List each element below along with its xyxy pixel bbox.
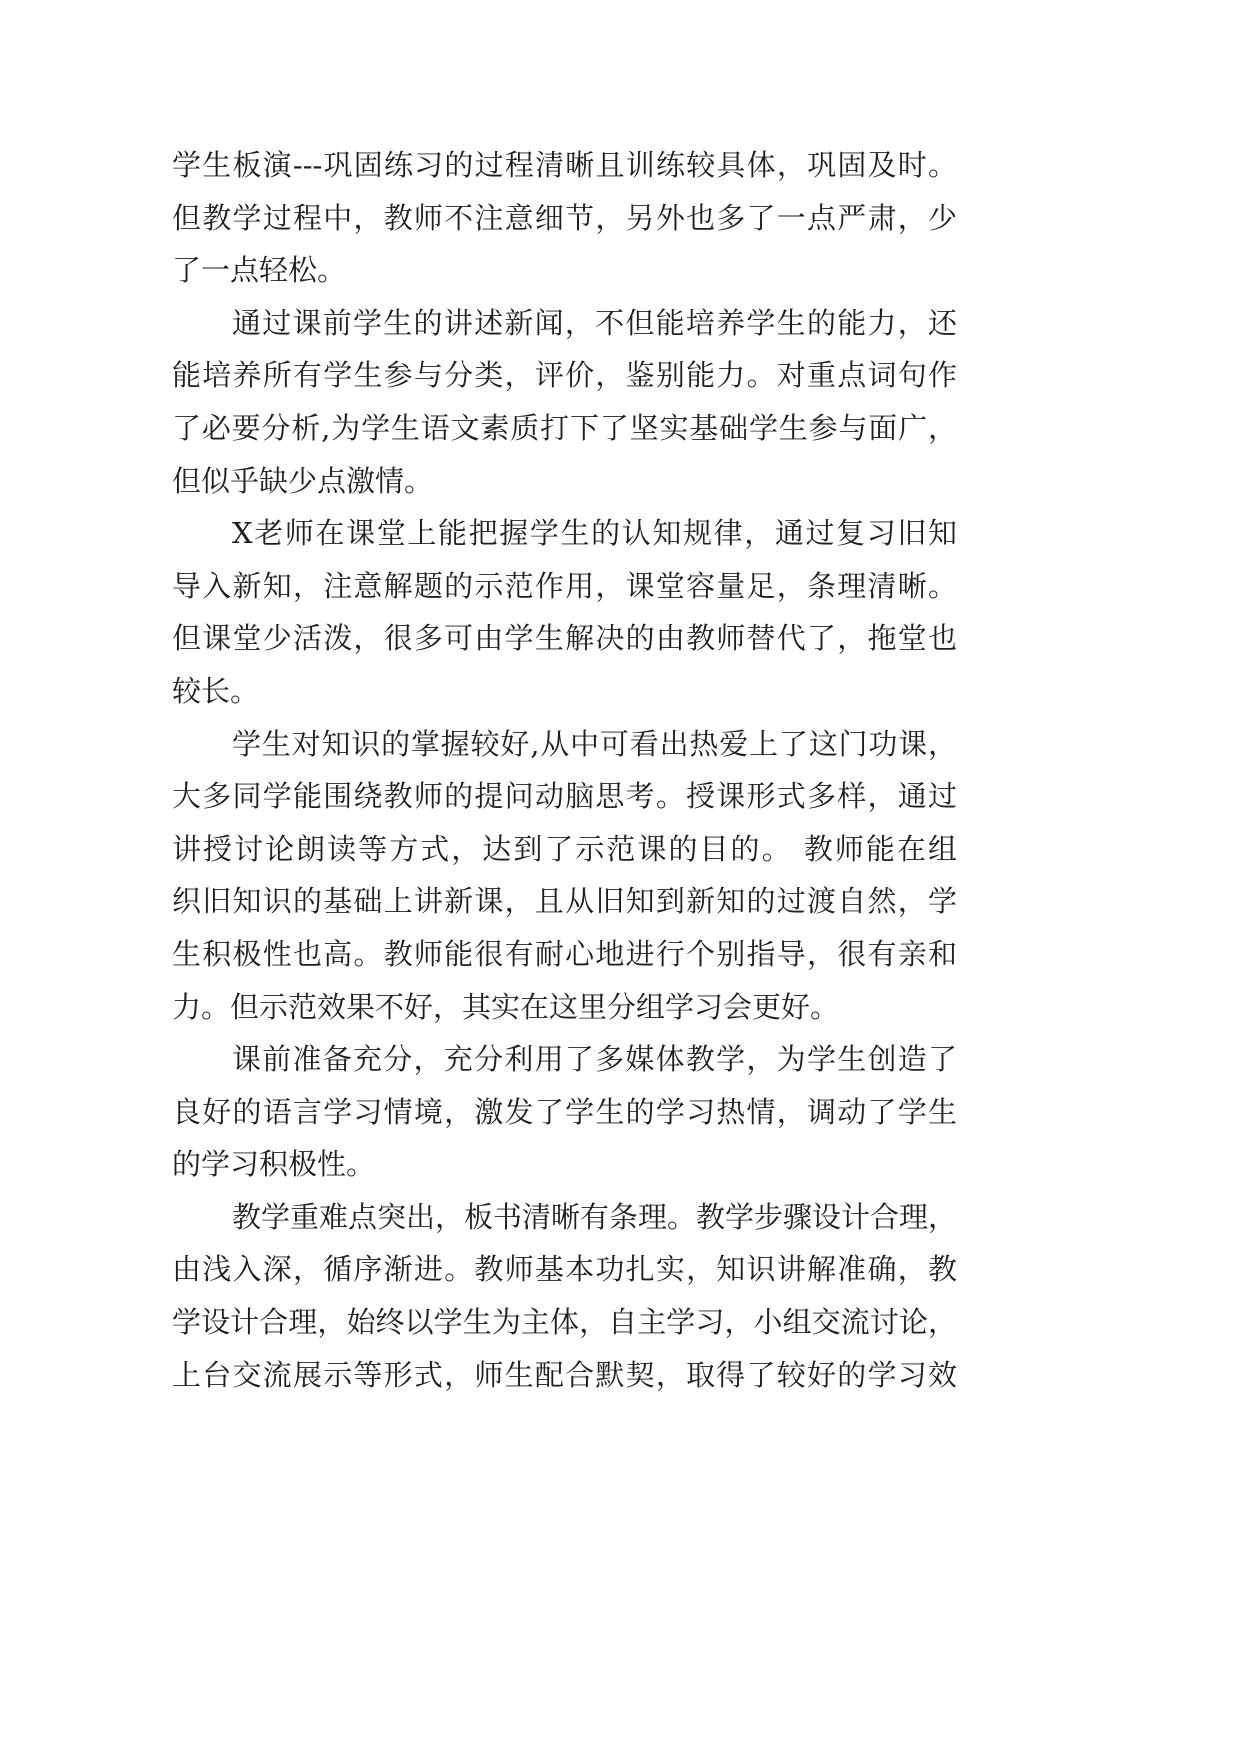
text-line: 由浅入深，循序渐进。教师基本功扎实，知识讲解准确，教	[172, 1252, 957, 1287]
text-line: 力。但示范效果不好，其实在这里分组学习会更好。	[172, 989, 840, 1024]
paragraph	[172, 507, 957, 717]
text-line: 了必要分析,为学生语文素质打下了坚实基础学生参与面广，	[172, 410, 957, 445]
text-line: 课前准备充分，充分利用了多媒体教学，为学生创造了	[232, 1042, 957, 1077]
text-line: 通过课前学生的讲述新闻，不但能培养学生的能力，还	[232, 305, 957, 340]
paragraph	[172, 297, 957, 507]
text-line: 讲授讨论朗读等方式，达到了示范课的目的。 教师能在组	[172, 831, 957, 866]
paragraph	[172, 1033, 957, 1191]
text-line: 但似乎缺少点激情。	[172, 463, 434, 498]
text-line: 学生板演---巩固练习的过程清晰且训练较具体，巩固及时。	[172, 148, 957, 182]
text-line: 织旧知识的基础上讲新课，且从旧知到新知的过渡自然，学	[172, 884, 957, 919]
text-line: X老师在课堂上能把握学生的认知规律，通过复习旧知	[232, 516, 957, 551]
text-line: 但教学过程中，教师不注意细节，另外也多了一点严肃，少	[172, 200, 957, 235]
text-line: 上台交流展示等形式，师生配合默契，取得了较好的学习效	[172, 1357, 957, 1392]
text-line: 但课堂少活泼，很多可由学生解决的由教师替代了，拖堂也	[172, 621, 957, 656]
text-line: 导入新知，注意解题的示范作用，课堂容量足，条理清晰。	[172, 568, 957, 603]
paragraph	[172, 139, 957, 297]
text-line: 了一点轻松。	[172, 253, 347, 288]
paragraph	[172, 718, 957, 1034]
text-line: 良好的语言学习情境，激发了学生的学习热情，调动了学生	[172, 1094, 957, 1129]
text-line: 生积极性也高。教师能很有耐心地进行个别指导，很有亲和	[172, 936, 957, 971]
paragraph	[172, 1191, 957, 1401]
text-line: 教学重难点突出，板书清晰有条理。教学步骤设计合理，	[232, 1199, 958, 1234]
document-page	[172, 139, 957, 1401]
text-line: 大多同学能围绕教师的提问动脑思考。授课形式多样，通过	[172, 779, 957, 814]
text-line: 的学习积极性。	[172, 1147, 376, 1182]
text-line: 学生对知识的掌握较好,从中可看出热爱上了这门功课，	[232, 726, 957, 761]
text-line: 学设计合理，始终以学生为主体，自主学习，小组交流讨论，	[172, 1305, 957, 1340]
text-line: 能培养所有学生参与分类，评价，鉴别能力。对重点词句作	[172, 358, 957, 393]
text-line: 较长。	[172, 673, 260, 708]
